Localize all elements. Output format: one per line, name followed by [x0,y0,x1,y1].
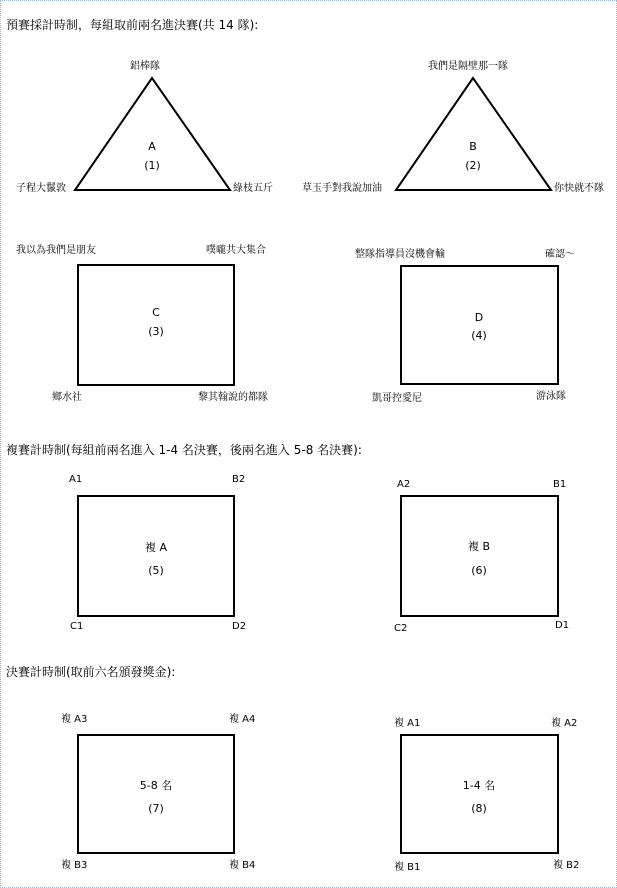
group-b-top-team: 我們是隔壁那一隊 [428,61,508,72]
final-b-box [400,734,559,854]
final-b-label: 1-4 名 [462,779,496,792]
group-c-top-left-team: 我以為我們是朋友 [16,245,96,256]
rematch-a-bottom-right-seed: D2 [232,621,247,632]
group-c-top-right-team: 噗嚨共大集合 [206,245,266,256]
group-a-left-team: 子程大鬣敦 [16,183,66,194]
group-d-bottom-right-team: 游泳隊 [536,391,566,402]
final-a-bottom-left-seed: 複 B3 [61,860,88,871]
group-b-number: (2) [465,159,481,172]
group-b-left-team: 草玉手對我說加油 [302,183,382,194]
group-c-bottom-left-team: 鄉水社 [52,392,82,403]
group-a-letter: A [148,140,156,153]
final-a-number: (7) [148,802,164,815]
rematch-a-number: (5) [148,564,164,577]
final-b-top-right-seed: 複 A2 [551,718,578,729]
group-a-top-team: 鋁棒隊 [130,61,160,72]
rematch-b-top-right-seed: B1 [553,479,567,490]
rematch-a-bottom-left-seed: C1 [70,621,84,632]
section2-heading: 複賽計時制(每組前兩名進入 1-4 名決賽，後兩名進入 5-8 名決賽): [6,443,362,457]
rematch-b-top-left-seed: A2 [397,479,411,490]
final-b-bottom-right-seed: 複 B2 [553,860,580,871]
rematch-b-box [400,495,559,617]
group-d-letter: D [474,311,484,324]
group-c-bottom-right-team: 黎其翰說的都隊 [198,392,268,403]
group-b-letter: B [469,140,477,153]
group-b-right-team: 你快就不隊 [554,183,604,194]
final-a-top-left-seed: 複 A3 [61,714,88,725]
final-b-bottom-left-seed: 複 B1 [394,862,421,873]
section3-heading: 決賽計時制(取前六名頒發獎金): [6,665,176,679]
rematch-b-bottom-left-seed: C2 [394,623,408,634]
group-d-top-left-team: 整隊指導員沒機會輸 [355,249,445,260]
final-b-number: (8) [471,802,487,815]
rematch-b-bottom-right-seed: D1 [555,620,570,631]
final-a-bottom-right-seed: 複 B4 [229,860,256,871]
final-a-label: 5-8 名 [139,779,173,792]
group-a-number: (1) [144,159,160,172]
rematch-a-box [77,495,235,617]
rematch-a-label: 複 A [144,541,168,554]
rematch-a-top-left-seed: A1 [69,474,83,485]
final-a-top-right-seed: 複 A4 [229,714,256,725]
group-c-number: (3) [148,325,164,338]
rematch-b-label: 複 B [467,540,491,553]
group-d-bottom-left-team: 凱哥控愛尼 [372,393,422,404]
final-b-top-left-seed: 複 A1 [394,718,421,729]
group-c-letter: C [152,306,160,319]
group-d-number: (4) [471,329,487,342]
section1-heading: 預賽採計時制，每組取前兩名進決賽(共 14 隊): [6,18,259,32]
final-a-box [77,734,235,854]
rematch-a-top-right-seed: B2 [232,474,246,485]
rematch-b-number: (6) [471,564,487,577]
group-d-top-right-team: 確認～ [545,249,575,260]
group-a-right-team: 綠枝五斤 [233,183,273,194]
group-d-box [400,265,559,385]
